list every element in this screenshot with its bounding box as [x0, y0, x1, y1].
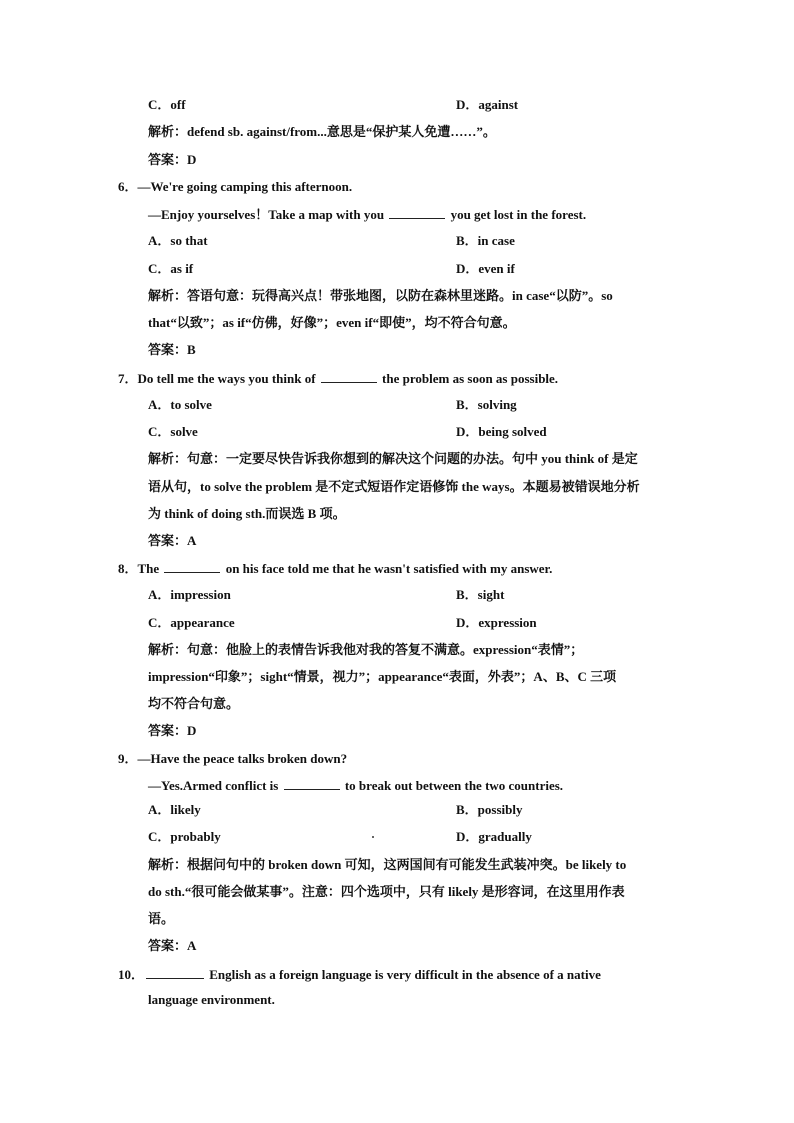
analysis-text: 语。 [148, 911, 175, 926]
analysis-text: do sth.“很可能会做某事”。注意：四个选项中，只有 likely 是形容词，在这里用作表 [148, 884, 625, 899]
stem-part: on his face told me that he wasn't satisfied with my answer. [225, 561, 553, 576]
question-number: 9． [118, 751, 138, 766]
option-a: A．likely [148, 802, 201, 817]
option-c: C．off [148, 97, 186, 112]
question-stem-line: language environment. [148, 992, 275, 1007]
question-9 [118, 751, 347, 767]
answer-text: 答案：B [148, 342, 196, 357]
stem-part: you get lost in the forest. [450, 207, 587, 222]
answer-text: 答案：D [148, 723, 197, 738]
option-a: A．so that [148, 233, 208, 248]
question-stem: —Have the peace talks broken down? [137, 751, 348, 766]
analysis-text: 均不符合句意。 [148, 696, 240, 711]
answer-text: 答案：A [148, 938, 197, 953]
analysis-text: 解析：defend sb. against/from...意思是“保护某人免遭……”。 [148, 124, 496, 139]
option-c: C．solve [148, 424, 198, 439]
answer-blank [321, 370, 377, 383]
question-8 [118, 560, 552, 577]
stem-part: The [137, 561, 160, 576]
question-number: 10． [118, 967, 145, 982]
answer-text: 答案：A [148, 533, 197, 548]
stem-part: the problem as soon as possible. [382, 371, 559, 386]
stem-part: —Enjoy yourselves！Take a map with you [148, 207, 385, 222]
option-d: D．expression [456, 615, 537, 630]
analysis-text: 解析：句意：他脸上的表情告诉我他对我的答复不满意。expression“表情”； [148, 642, 584, 657]
option-a: A．to solve [148, 397, 212, 412]
stem-part: —Yes.Armed conflict is [148, 778, 279, 793]
answer-blank [146, 966, 204, 979]
stem-part: English as a foreign language is very difficult in the absence of a native [209, 967, 601, 982]
option-b: B．possibly [456, 802, 523, 817]
stray-mark [372, 836, 374, 838]
analysis-text: that“以致”；as if“仿佛，好像”；even if“即使”，均不符合句意。 [148, 315, 516, 330]
option-b: B．sight [456, 587, 505, 602]
analysis-text: 解析：答语句意：玩得高兴点！带张地图，以防在森林里迷路。in case“以防”。so [148, 288, 613, 303]
question-10 [118, 966, 601, 983]
option-c: C．probably [148, 829, 221, 844]
analysis-text: 解析：根据问句中的 broken down 可知，这两国间有可能发生武装冲突。be likely to [148, 857, 627, 872]
analysis-text: impression“印象”；sight“情景，视力”；appearance“表面，外表”；A、B、C 三项 [148, 669, 617, 684]
option-c: C．as if [148, 261, 194, 276]
question-stem-line [148, 777, 563, 794]
option-b: B．in case [456, 233, 515, 248]
option-c: C．appearance [148, 615, 235, 630]
answer-text: 答案：D [148, 152, 197, 167]
question-6 [118, 179, 352, 195]
question-stem: —We're going camping this afternoon. [137, 179, 353, 194]
analysis-text: 解析：句意：一定要尽快告诉我你想到的解决这个问题的办法。句中 you think of 是定 [148, 451, 638, 466]
answer-blank [389, 206, 445, 219]
answer-blank [284, 777, 340, 790]
option-d: D．gradually [456, 829, 532, 844]
analysis-text: 语从句，to solve the problem 是不定式短语作定语修饰 the ways。本题易被错误地分析 [148, 479, 640, 494]
question-number: 8． [118, 561, 138, 576]
option-b: B．solving [456, 397, 517, 412]
stem-part: to break out between the two countries. [344, 778, 564, 793]
option-d: D．against [456, 97, 519, 112]
answer-blank [164, 560, 220, 573]
question-stem-line [148, 206, 586, 223]
question-number: 7． [118, 371, 138, 386]
question-number: 6． [118, 179, 138, 194]
option-d: D．even if [456, 261, 515, 276]
analysis-text: 为 think of doing sth.而误选 B 项。 [148, 506, 346, 521]
question-7 [118, 370, 558, 387]
option-d: D．being solved [456, 424, 547, 439]
stem-part: Do tell me the ways you think of [137, 371, 316, 386]
option-a: A．impression [148, 587, 231, 602]
